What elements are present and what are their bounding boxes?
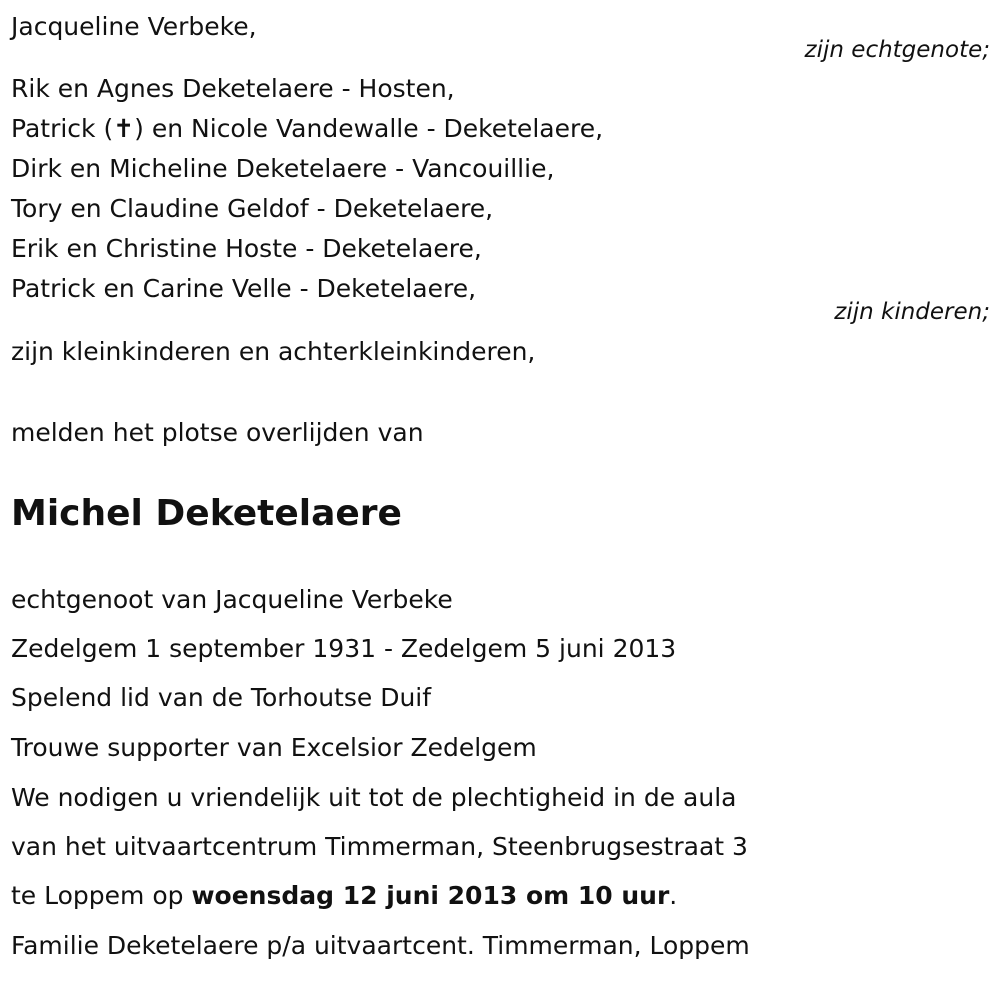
grandchildren-line: zijn kleinkinderen en achterkleinkinderen, xyxy=(11,337,536,366)
dates-line: Zedelgem 1 september 1931 - Zedelgem 5 juni 2013 xyxy=(11,634,677,663)
club-line: Spelend lid van de Torhoutse Duif xyxy=(11,683,432,712)
spouse-relation: zijn echtgenote; xyxy=(804,37,990,63)
announcement-line: melden het plotse overlijden van xyxy=(11,418,424,447)
child-line: Tory en Claudine Geldof - Deketelaere, xyxy=(11,194,494,223)
invitation-line-1: We nodigen u vriendelijk uit tot de plechtigheid in de aula xyxy=(11,783,737,812)
spouse-line: echtgenoot van Jacqueline Verbeke xyxy=(11,585,453,614)
children-relation: zijn kinderen; xyxy=(834,299,990,325)
child-line: Patrick (✝) en Nicole Vandewalle - Deketelaere, xyxy=(11,114,604,143)
invitation-line-2: van het uitvaartcentrum Timmerman, Steenbrugsestraat 3 xyxy=(11,832,748,861)
child-line: Erik en Christine Hoste - Deketelaere, xyxy=(11,234,482,263)
ceremony-datetime: woensdag 12 juni 2013 om 10 uur xyxy=(191,881,670,910)
spouse-name: Jacqueline Verbeke, xyxy=(11,12,257,41)
family-address-line: Familie Deketelaere p/a uitvaartcent. Timmerman, Loppem xyxy=(11,931,750,960)
invitation-suffix: . xyxy=(669,881,678,910)
child-line: Patrick en Carine Velle - Deketelaere, xyxy=(11,274,477,303)
supporter-line: Trouwe supporter van Excelsior Zedelgem xyxy=(11,733,537,762)
invitation-line-3 xyxy=(11,881,677,911)
deceased-name: Michel Deketelaere xyxy=(11,493,402,534)
child-line: Dirk en Micheline Deketelaere - Vancouillie, xyxy=(11,154,555,183)
child-line: Rik en Agnes Deketelaere - Hosten, xyxy=(11,74,455,103)
invitation-prefix: te Loppem op xyxy=(11,881,192,910)
